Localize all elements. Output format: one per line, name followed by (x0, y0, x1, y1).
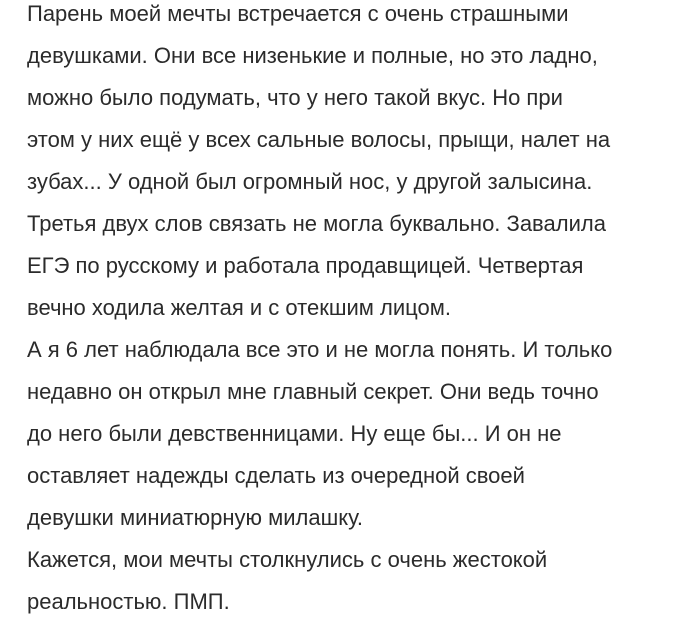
post-line: этом у них ещё у всех сальные волосы, прыщи, налет на (27, 127, 611, 152)
post-line: зубах... У одной был огромный нос, у другой залысина. (27, 169, 593, 194)
post-line: ЕГЭ по русскому и работала продавщицей. Четвертая (27, 253, 584, 278)
post-line: девушками. Они все низенькие и полные, но это ладно, (27, 43, 598, 68)
post-line: реальностью. ПМП. (27, 589, 230, 614)
post-line: оставляет надежды сделать из очередной своей (27, 463, 525, 488)
post-line: недавно он открыл мне главный секрет. Они ведь точно (27, 379, 599, 404)
post-line: до него были девственницами. Ну еще бы... И он не (27, 421, 562, 446)
post-line: девушки миниатюрную милашку. (27, 505, 364, 530)
post-line: можно было подумать, что у него такой вкус. Но при (27, 85, 563, 110)
post-line: А я 6 лет наблюдала все это и не могла понять. И только (27, 337, 613, 362)
post-line: Кажется, мои мечты столкнулись с очень жестокой (27, 547, 548, 572)
post-line: Парень моей мечты встречается с очень страшными (27, 1, 569, 26)
post-line: вечно ходила желтая и с отекшим лицом. (27, 295, 451, 320)
post-line: Третья двух слов связать не могла буквально. Завалила (27, 211, 606, 236)
